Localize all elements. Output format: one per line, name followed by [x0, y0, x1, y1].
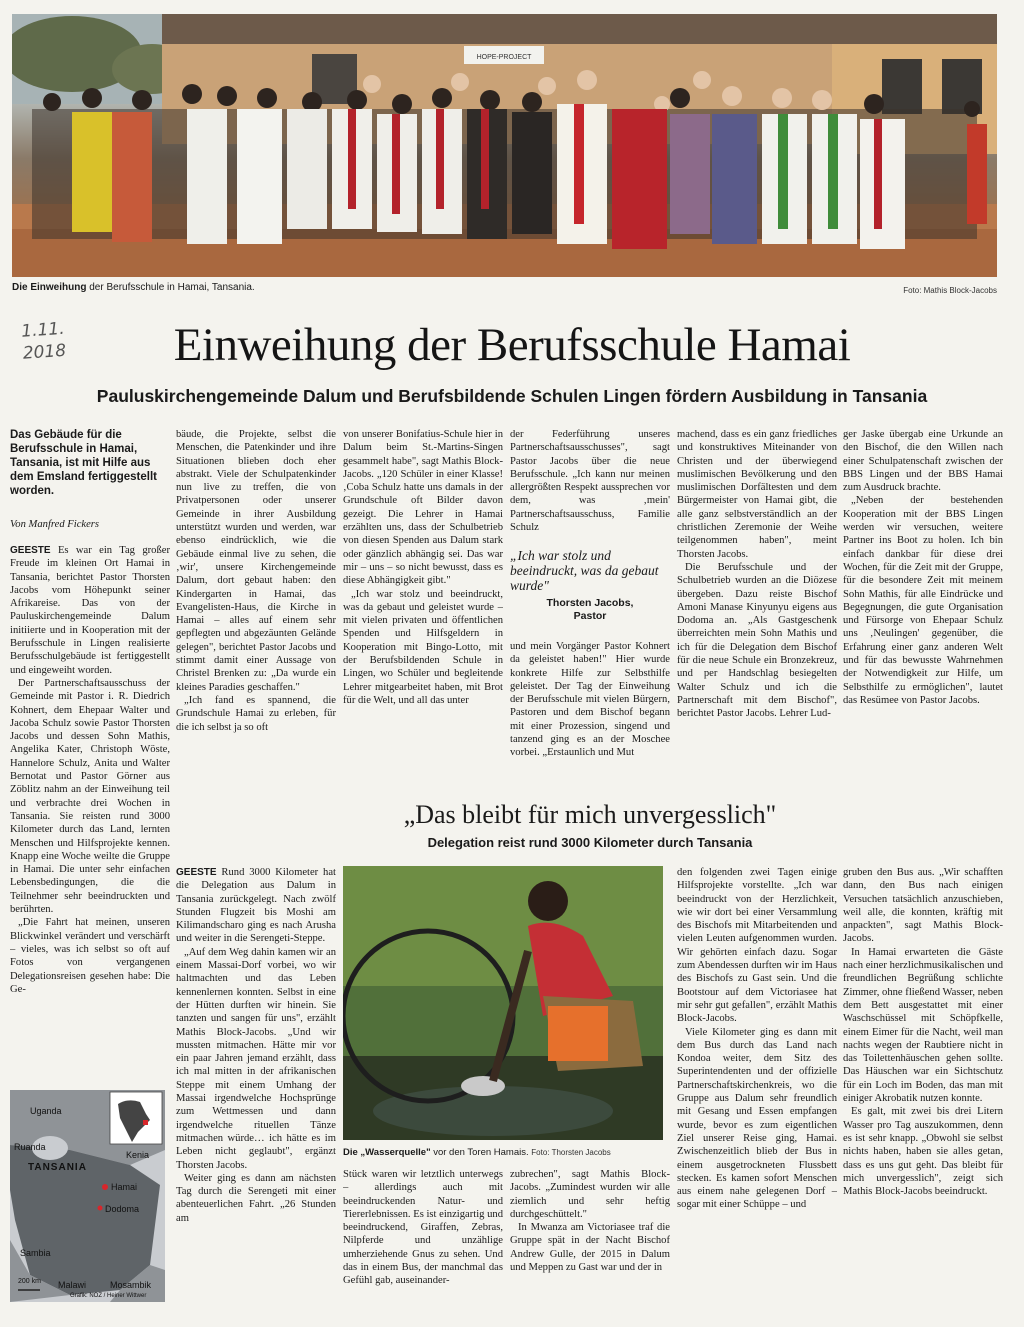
paragraph: In Mwanza am Victoriasee traf die Gruppe spät in der Nacht Bischof Andrew Gulle, der 2015 in Dalum und Meppen zu Gast war und der in	[510, 1222, 670, 1274]
water-photo-caption-bold: Die „Wasserquelle"	[343, 1147, 431, 1158]
dateline: GEESTE	[176, 867, 217, 878]
article1-column4-top	[510, 428, 670, 534]
pull-quote-text: „Ich war stolz und beeindruckt, was da gebaut wurde"	[510, 548, 659, 593]
lead-paragraph: Das Gebäude für die Berufsschule in Hamai, Tansania, ist mit Hilfe aus dem Emsland fertiggestellt worden.	[10, 429, 157, 497]
paragraph: Es war ein Tag großer Freude im kleinen Ort Hamai in Tansania, berichtet Pastor Thorsten Jacobs vom Höhepunkt seiner Afrikareise. Das von der Pauluskirchengemeinde Dalum initiierte und in Kooperation mit der Berufsschule in Lingen realisierte Berufsschulgebäude ist fertiggestellt und eingeweiht worden.	[10, 545, 170, 676]
paragraph: der Federführung unseres Partnerschaftsausschusses", sagt Pastor Jacobs über die neue Berufsschule. „Ich kann nur meinen allergrößten Respekt aussprechen vor dem, was ‚mein' Partnerschaftsausschuss, Familie Schulz	[510, 429, 670, 534]
article2-column4	[510, 1168, 670, 1313]
photo-caption-bold: Die Einweihung	[12, 282, 87, 293]
paragraph: Rund 3000 Kilometer hat die Delegation aus Dalum in Tansania zurückgelegt. Nach zwölf Stunden Flugzeit bis Moshi am Kilimandscharo ging es nach Arusha und weiter in die Serengeti-Steppe.	[176, 867, 336, 945]
article2-headline: „Das bleibt für mich unvergesslich"	[403, 800, 777, 829]
handwritten-date: 1.11. 2018	[20, 318, 67, 364]
map-scale: 200 km	[18, 1278, 41, 1285]
map-label-sambia: Sambia	[20, 1248, 51, 1258]
group-photo	[12, 14, 997, 277]
photo-credit: Foto: Mathis Block-Jacobs	[903, 286, 997, 295]
article1-column5	[677, 428, 837, 800]
water-source-illustration	[343, 866, 663, 1140]
article2-column2	[176, 866, 336, 1311]
dateline: GEESTE	[10, 545, 51, 556]
paragraph: Der Partnerschaftsausschuss der Gemeinde mit Pastor i. R. Diedrich Kohnert, dem Ehepaar Walter und Jacoba Schulz sowie Pastor Thorsten Jacobs und dessen Sohn Mathis, Angelika Kater, Christoph Wöste, Hannelore Schulz, Anita und Walter Bernotat und Pastor Görner aus Zöblitz nahm an der Einweihung teil und verbrachte drei Wochen in Tansania. Sie reisten rund 3000 Kilometer durch das Land, lernten Menschen und Hilfsprojekte kennen. Knapp eine Woche weilte die Gruppe in Hamai. Die unter sehr einfachen Lebensbedingungen, die die Teilnehmer sehr beeindruckten und berührten.	[10, 677, 170, 916]
article2-subheadline: Delegation reist rund 3000 Kilometer durch Tansania	[427, 835, 753, 850]
paragraph: „Ich fand es spannend, die Grundschule Hamai zu erleben, für die ich selbst ja so oft	[176, 694, 336, 733]
article2-column6	[843, 866, 1003, 1311]
paragraph: „Die Fahrt hat meinen, unseren Blickwinkel verändert und verschärft – vieles, was ich selbst so oft auf Fotos von vergangenen Delegationsreisen gesehen habe: Die Ge-	[10, 917, 170, 995]
paragraph: von unserer Bonifatius-Schule hier in Dalum beim St.-Martins-Singen gesammelt habe", sagt Mathis Block-Jacobs. „120 Schüler in einer Klasse! ‚Coba Schulz hatte uns damals in der Grundschule oft Bilder davon gezeigt. Die Lehrer in Hamai erzählten uns, dass der Schulbetrieb von diesen Spenden aus Dalum stark oder gänzlich abhängig sei. Das war mir – uns – so nicht bewusst, dass es diese Abhängigkeit gibt."	[343, 429, 503, 587]
paragraph: zubrechen", sagt Mathis Block-Jacobs. „Zumindest wurden wir alle ziemlich und sehr heftig durchgeschüttelt."	[510, 1169, 670, 1220]
paragraph: bäude, die Projekte, selbst die Menschen, die Patenkinder und ihre Situationen blieben doch eher abstrakt. Viele der Schulpatenkinder nun live zu treffen, die von Privatpersonen oder unserer Gemeinde in ihrer Ausbildung unterstützt wurden und werden, war ebenso eindrücklich, wie die Gebäude einmal live zu sehen, die ‚wir', unsere Kirchengemeinde Dalum, dort gebaut haben: den Kindergarten in Hamai, das Evangelisten-Haus, die Kirche in Hamai – alles auf einem sehr gepflegten und abgezäunten Gelände gelegen", berichtet Pastor Jacobs und stimmt damit einer Aussage von Christel Brenken zu: „Da wurde ein kleines Paradies geschaffen."	[176, 429, 336, 693]
paragraph: Die Berufsschule und der Schulbetrieb wurden an die Diözese übergeben. Dazu reiste Bischof Amoni Manase Kinyunyu eigens aus Dodoma an. „Als Gastgeschenk überreichten mein Sohn Mathis und ich für die Delegation dem Bischof für die neue Schule ein Bronzekreuz, und per Handschlag besiegelten Walter Schulz und ich die Partnerschaft mit dem Bischof", berichtet Pastor Jacobs. Lehrer Lud-	[677, 561, 837, 720]
map-label-hamai: Hamai	[111, 1182, 138, 1192]
subheadline: Pauluskirchengemeinde Dalum und Berufsbildende Schulen Lingen fördern Ausbildung in Tansania	[96, 386, 928, 406]
article1-column3	[343, 428, 503, 800]
water-source-photo	[343, 866, 663, 1140]
map-label-tansania: TANSANIA	[28, 1162, 87, 1173]
banner-text: HOPE-PROJECT	[476, 54, 532, 61]
paragraph: „Neben der bestehenden Kooperation mit der BBS Lingen werden wir versuchen, weitere Partner ins Boot zu holen. Ich bin einfach dankbar für diese drei Wochen, für die Zeit mit der Gruppe, für die besondere Zeit mit meinem Sohn Mathis, für alle Eindrücke und Begegnungen, die gute Organisation und Fürsorge von Ehepaar Schulz uns ‚Neulingen' gegenüber, die Erfahrung einer ganz anderen Welt und für das bewusste Wahrnehmen der Notwendigkeit zur Hilfe, um Selbsthilfe zu ermöglichen", lautet das Resümee von Pastor Jacobs.	[843, 495, 1003, 706]
water-photo-credit: Foto: Thorsten Jacobs	[531, 1148, 611, 1157]
paragraph: In Hamai erwarteten die Gäste nach einer herzlichmusikalischen und freundlichen Begrüßung schlichte Zimmer, ohne fließend Wasser, neben dem Bett ausgestattet mit einer Waschschüssel mit Schöpfkelle, einem Eimer für die Nacht, weil man nachts wegen der Raubtiere nicht in das Toilettenhäuschen gehen sollte. Das Häuschen war ein Sichtschutz für ein Loch im Boden, das man mit einiger Akrobatik nutzen konnte.	[843, 946, 1003, 1105]
map-shapes	[10, 1090, 165, 1302]
map-credit: Grafik: NOZ / Heiner Wittwer	[70, 1293, 147, 1299]
pull-quote-role: Pastor	[573, 610, 607, 622]
paragraph: „Auf dem Weg dahin kamen wir an einem Massai-Dorf vorbei, wo wir haltmachten und das Leben kennenlernen konnten. Selbst in eine der Hütten durften wir hinein. Sie tanzten und sangen für uns", erzählt Mathis Block-Jacobs. „Und wir mussten mitmachen. Hätte mir vor ein paar Jahren jemand erzählt, dass ich mal mitten in der afrikanischen Steppe mit einem Umhang der Massai irgendwelche Hochsprünge zum Wettmessen und dann irgendwelche rituellen Tänze mitmachen würde… ich hätte es im Leben nicht geglaubt", ergänzt Thorsten Jacobs.	[176, 946, 336, 1171]
group-photo-illustration	[12, 14, 997, 277]
headline: Einweihung der Berufsschule Hamai	[173, 319, 851, 371]
pull-quote-name: Thorsten Jacobs,	[546, 597, 634, 609]
paragraph: Es galt, mit zwei bis drei Litern Wasser pro Tag auszukommen, denn es ist sehr knapp. „Obwohl sie selbst nichts haben, haben sie alles getan, dass es uns gut geht. Das bleibt für mich unvergesslich", zeigt sich Mathis Block-Jacobs beeindruckt.	[843, 1106, 1003, 1198]
article1-column2	[176, 428, 336, 800]
photo-caption	[12, 282, 255, 293]
article2-column3	[343, 1168, 503, 1313]
paragraph: „Ich war stolz und beeindruckt, was da gebaut und geleistet wurde – mit vielen privaten und öffentlichen Spenden und Hilfsgeldern in Kooperation mit Bingo-Lotto, mit der Berufsbildenden Schule in Lingen, wo Schüler und begleitende Lehrer mitgearbeitet haben, mit Brot für die Welt, und all das unter	[343, 588, 503, 706]
byline: Von Manfred Fickers	[10, 519, 100, 530]
water-photo-caption-text: vor den Toren Hamais.	[430, 1147, 529, 1158]
article1-column4-bottom	[510, 640, 670, 800]
map-label-uganda: Uganda	[30, 1106, 62, 1116]
paragraph: gruben den Bus aus. „Wir schafften dann, den Bus nach einigen Versuchen tatsächlich anzuschieben, weil alle, die konnten, kräftig mit anpackten", sagt Mathis Block-Jacobs.	[843, 867, 1003, 945]
paragraph: Viele Kilometer ging es dann mit dem Bus durch das Land nach Kondoa weiter, dem Sitz des Superintendenten und der offizielle Partnerschaftskirchenkreis, wo die Gruppe aus Dalum sehr freundlich mit Gesang und Essen empfangen wurde, bevor es zum eigentlichen Ziel unserer Reise ging, Hamai. Zwischenzeitlich blieb der Bus in einem ausgetrockneten Flussbett stecken. Es kamen sofort Menschen aus einem nahe gelegenen Dorf – sogar mit einer Schüppe – und	[677, 1026, 837, 1211]
paragraph: machend, dass es ein ganz friedliches und konstruktives Miteinander von Christen und der überwiegend muslimischen Bevölkerung und den muslimischen Dorfältesten und dem Bürgermeister von Hamai gibt, die alle ganz selbstverständlich an der christlichen Zeremonie der Weihe teilgenommen haben", meint Thorsten Jacobs.	[677, 429, 837, 560]
article1-column6	[843, 428, 1003, 800]
paragraph: Stück waren wir letztlich unterwegs – allerdings auch mit beeindruckenden Natur- und Tiererlebnissen. Es ist einzigartig und beeindruckend, Giraffen, Zebras, Nilpferde und unzählige umherziehende Gnus zu sehen. Und das in einem Bus, der manchmal das Gefühl gab, auseinander-	[343, 1169, 503, 1287]
paragraph: ger Jaske übergab eine Urkunde an den Bischof, die den Willen nach einer Schulpatenschaft zwischen der BBS Lingen und der BBS Hamai zum Ausdruck brachte.	[843, 429, 1003, 494]
map-label-ruanda: Ruanda	[14, 1142, 46, 1152]
pull-quote	[510, 548, 670, 623]
map-label-dodoma: Dodoma	[105, 1204, 140, 1214]
tanzania-map	[10, 1090, 165, 1302]
map-label-malawi: Malawi	[58, 1280, 87, 1290]
paragraph: Weiter ging es dann am nächsten Tag durch die Serengeti mit einer abenteuerlichen Fahrt. „26 Stunden am	[176, 1172, 336, 1224]
map-label-mosambik: Mosambik	[110, 1280, 152, 1290]
article1-column1	[10, 544, 170, 1084]
map-label-kenia: Kenia	[126, 1150, 150, 1160]
article2-column5	[677, 866, 837, 1311]
photo-caption-text: der Berufsschule in Hamai, Tansania.	[86, 282, 255, 293]
paragraph: und mein Vorgänger Pastor Kohnert da geleistet haben!" Hier wurde konkrete Hilfe zur Selbsthilfe geleistet. Der Tag der Einweihung der Berufsschule mit vielen Bürgern, Pastoren und dem Bischof begann mit einer Prozession, singend und tanzend ging es an der Moschee vorbei. „Erstaunlich und Mut	[510, 641, 670, 759]
paragraph: den folgenden zwei Tagen einige Hilfsprojekte vorstellte. „Ich war beeindruckt von der Herzlichkeit, wie wir dort bei einer Versammlung des Bischofs mit Mitarbeitenden und vielen Leuten aufgenommen wurden. Wir gehörten einfach dazu. Sogar zum Abendessen durften wir im Haus des Bischofs zu Gast sein. Und die Bootstour auf dem Victoriasee hat mir sehr gut gefallen", erzählt Mathis Block-Jacobs.	[677, 867, 837, 1025]
water-photo-caption	[343, 1147, 611, 1158]
